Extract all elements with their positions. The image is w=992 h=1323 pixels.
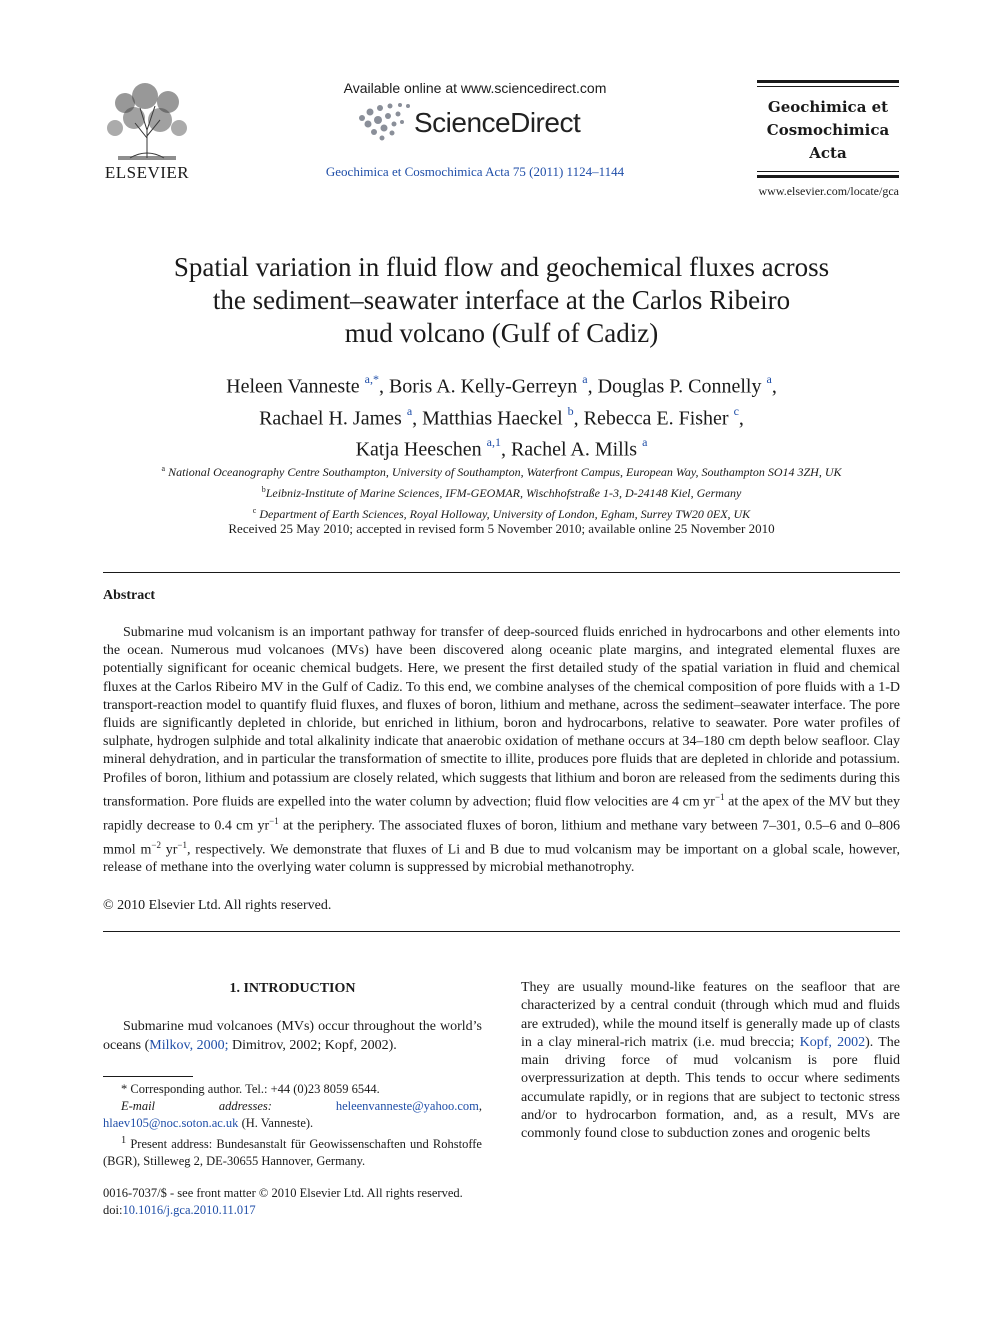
affiliation-key: a [161,464,166,473]
title-line-3: mud volcano (Gulf of Cadiz) [344,318,659,348]
title-line-1: Spatial variation in fluid flow and geochemical fluxes across [173,252,830,282]
affiliation-text: National Oceanography Centre Southampton, University of Southampton, Waterfront Campus, European Way, Southampton SO14 3ZH, UK [168,465,842,479]
received-dates: Received 25 May 2010; accepted in revised form 5 November 2010; available online 25 November 2010 [228,521,775,536]
issn-line: 0016-7037/$ - see front matter © 2010 Elsevier Ltd. All rights reserved. [103,1186,463,1200]
abstract-text: Submarine mud volcanism is an important pathway for transfer of deep-sourced fluids enriched in hydrocarbons and other elements into the ocean. Numerous mud volcanoes (MVs) have been discovered along oceanic plate margins, and integrated elemental fluxes are potentially significant for oceanic chemical budgets. Here, we present the first detailed study of the spatial variation in fluid and chemical fluxes at the Carlos Ribeiro MV in the Gulf of Cadiz. To this end, we combine analyses of the chemical composition of pore fluids with a 1-D transport-reaction model to quantify fluid fluxes, and fluxes of boron, lithium and methane, across the sediment–seawater interface. The pore fluids are significantly depleted in chloride, but enriched in lithium, boron and hydrocarbons, relative to seawater. Pore water profiles of sulphate, hydrogen sulphide and total alkalinity indicate that anaerobic oxidation of methane occurs at 34–180 cm depth below seafloor. Clay mineral dehydration, and in particular the transformation of smectite to illite, produces pore fluids that are depleted in chloride and potassium. Profiles of boron, lithium and potassium are closely related, which suggests that lithium and boron are released from the sediments during this transformation. Pore fluids are expelled into the water column by advection; fluid flow velocities are 4 cm yr [103,625,900,810]
journal-url[interactable]: www.elsevier.com/locate/gca [758,184,899,198]
author-affiliation-link[interactable]: a,* [364,372,379,386]
front-matter [103,1185,523,1219]
abstract-text: at the periphery. The associated fluxes of boron, lithium and methane vary between 7–301, 0.5–6 and 0–806 mmol m [103,818,900,858]
author-line-1 [103,368,900,400]
author-separator: , [412,407,423,430]
doi-label: doi: [103,1203,123,1217]
author-line-3 [103,431,900,463]
copyright-line: © 2010 Elsevier Ltd. All rights reserved. [103,898,332,913]
abstract-text: at the apex of the MV but they rapidly decrease to 0.4 cm yr [103,794,900,834]
footnotes [103,1081,482,1170]
available-online-text: Available online at www.sciencedirect.com [343,80,607,96]
author-affiliation-link[interactable]: a [642,435,648,450]
citation-link[interactable]: Kopf, 2002 [799,1034,866,1050]
author-affiliation-link[interactable]: a [406,403,413,418]
journal-box-rule-bottom [757,175,899,178]
journal-box-rule-top [757,80,899,83]
affiliation-text: Leibniz-Institute of Marine Sciences, IFM-GEOMAR, Wischhofstraße 1-3, D-24148 Kiel, Germany [265,486,742,500]
author-line-2 [103,400,900,432]
journal-name [757,96,899,165]
journal-box-rule-top-thin [757,86,899,87]
footnote-rule [103,1076,193,1077]
affiliation-text: Department of Earth Sciences, Royal Holloway, University of London, Egham, Surrey TW20 0EX, UK [259,507,751,521]
abstract-text: yr [160,842,178,858]
author-affiliation-link[interactable]: a [766,372,772,386]
intro-paragraph [103,1018,482,1055]
doi-line [103,1202,523,1219]
email-link[interactable]: hlaev105@noc.soton.ac.uk [103,1116,239,1130]
author-name: Douglas P. Connelly [597,375,762,398]
affiliation-key: c [252,506,257,515]
abstract-text: , respectively. We demonstrate that fluxes of Li and B due to mud volcanism may be important on a global scale, however, release of methane into the overlying water column is suppressed by microbial methanotrophy. [103,842,900,876]
right-column [521,979,900,1144]
body-text: ). The main driving force of mud volcanism is pore fluid overpressurization at depth. This tends to occur where sediments accumulate rapidly, or in regions that are subject to tectonic stress and/or to hydrocarbon formation, and, as a result, MVs are commonly found close to subduction zones and orogenic belts [521,1034,900,1142]
journal-box-rule-bottom-thin [757,171,899,172]
affiliation-a [103,460,900,481]
author-name: Katja Heeschen [355,438,482,461]
abstract-rule-top [103,572,900,573]
body-paragraph [521,979,900,1144]
footnote-corresponding: * Corresponding author. Tel.: +44 (0)23 8059 6544. [121,1082,380,1096]
left-column [103,980,482,1055]
author-separator: , [738,407,744,430]
article-title [103,251,900,350]
author-list [103,368,900,463]
abstract-paragraph [103,624,900,878]
footnote-email [103,1098,482,1132]
author-name: Rachel A. Mills [510,438,638,461]
affiliation-c [103,502,900,523]
abstract-superscript: −1 [177,839,187,850]
author-name: Heleen Vanneste [226,375,360,398]
journal-name-line-2: Cosmochimica [766,121,890,139]
author-separator: , [378,375,389,398]
affiliation-b [103,481,900,502]
author-affiliation-link[interactable]: a [582,372,588,386]
author-name: Boris A. Kelly-Gerreyn [388,375,578,398]
doi-link[interactable]: 10.1016/j.gca.2010.11.017 [122,1203,256,1217]
abstract-superscript: −1 [269,815,279,826]
body-text: They are usually mound-like features on the seafloor that are characterized by a central conduit (through which mud and fluids are extruded), while the mound itself is generally made up of clasts in a clay mineral-rich matrix (i.e. mud breccia; [521,980,900,1050]
author-name: Matthias Haeckel [422,407,563,430]
affiliations [103,460,900,523]
abstract-superscript: −2 [151,839,161,850]
citation-link[interactable]: Milkov, 2000; [149,1037,229,1053]
title-line-2: the sediment–seawater interface at the Carlos Ribeiro [212,285,791,315]
journal-citation[interactable]: Geochimica et Cosmochimica Acta 75 (2011) 1124–1144 [325,164,625,179]
footnote-marker: 1 [121,1135,127,1146]
footnote-text: Present address: Bundesanstalt für Geowissenschaften und Rohstoffe (BGR), Stilleweg 2, DE-30655 Hannover, Germany. [103,1137,482,1169]
email-label: E-mail addresses: [121,1099,272,1113]
author-separator: , [771,375,777,398]
footnote-present-address [103,1132,482,1170]
body-text: Submarine mud volcanoes (MVs) occur throughout the world’s oceans ( [103,1019,482,1053]
abstract-rule-bottom [103,931,900,932]
email-separator: , [478,1099,482,1113]
author-separator: , [573,407,584,430]
author-separator: , [500,438,511,461]
affiliation-key: b [261,485,266,494]
author-name: Rachael H. James [259,407,402,430]
author-affiliation-link[interactable]: b [567,403,574,418]
abstract-heading: Abstract [103,588,156,603]
author-name: Rebecca E. Fisher [583,407,729,430]
section-heading-introduction: 1. INTRODUCTION [229,981,356,996]
body-text: Dimitrov, 2002; Kopf, 2002). [228,1037,397,1053]
author-separator: , [587,375,598,398]
journal-name-line-3: Acta [809,144,847,162]
publisher-name: ELSEVIER [104,163,190,182]
email-link[interactable]: heleenvanneste@yahoo.com [335,1099,479,1113]
author-affiliation-link[interactable]: c [733,403,739,418]
abstract-superscript: −1 [714,791,725,802]
abstract-body [103,624,900,878]
author-affiliation-link[interactable]: a,1 [486,435,501,450]
email-owner: (H. Vanneste). [238,1116,314,1130]
sciencedirect-wordmark: ScienceDirect [414,107,581,138]
journal-name-line-1: Geochimica et [767,98,889,116]
